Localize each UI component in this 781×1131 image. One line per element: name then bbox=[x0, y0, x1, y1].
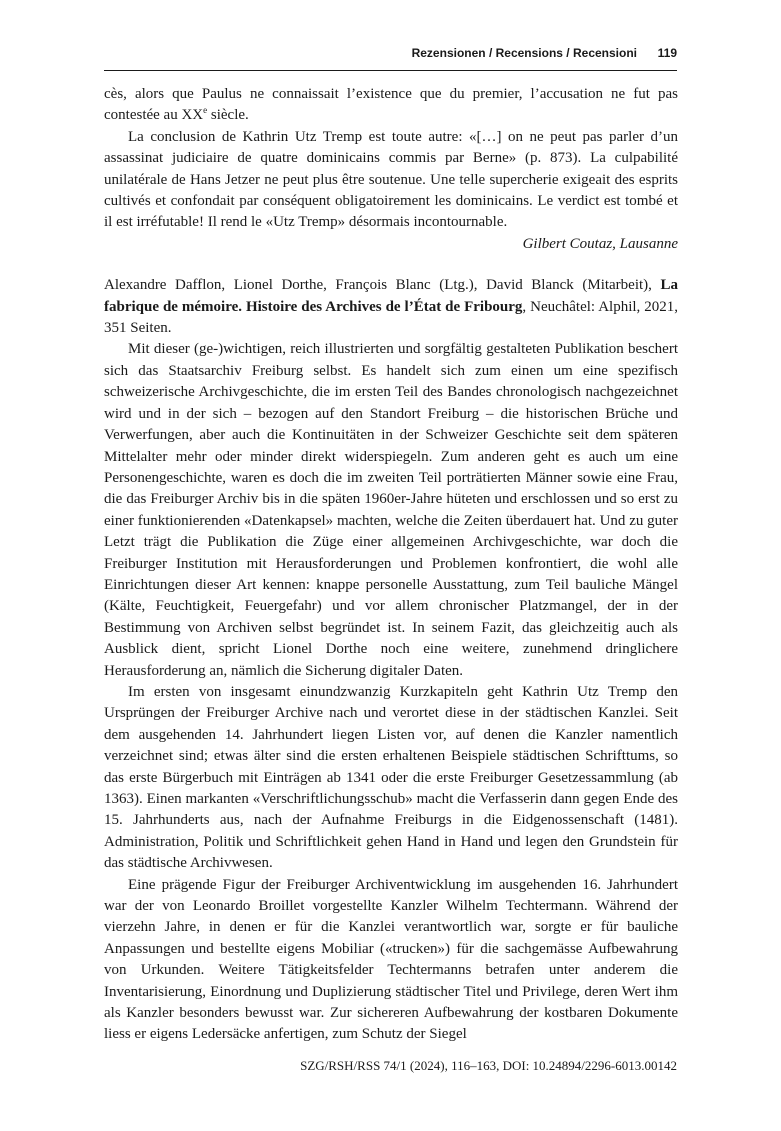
review-paragraph-1: Mit dieser (ge-)wichtigen, reich illustrierten und sorgfältig gestalteten Publikation beschert sich das Staatsarchiv Freiburg selbst. Es handelt sich zum einen um eine spezifisch schweizerische Archivgeschichte, die im ersten Teil des Bandes chronologisch nachgezeichnet wird und in der sich – bezogen auf den Standort Freiburg – die historischen Brüche und Verwerfungen, aber auch die Kontinuitäten in der Schweizer Geschichte seit dem späteren Mittelalter mehr oder minder direkt widerspiegeln. Zum anderen geht es auch um eine Personengeschichte, waren es doch die im zweiten Teil porträtierten Männer sowie eine Frau, die das Freiburger Archiv bis in die späten 1960er-Jahre hüteten und erschlossen und so erst zu einer funktionierenden «Datenkapsel» machten, welche die Zeiten überdauert hat. Und zu guter Letzt trägt die Publikation die Züge einer allgemeinen Archivgeschichte, war doch die Freiburger Institution mit Herausforderungen und Problemen konfrontiert, die wohl alle Einrichtungen dieser Art kennen: knappe personelle Ausstattung, zum Teil bauliche Mängel (Kälte, Feuchtigkeit, Feuergefahr) und vor allem chronischer Platzmangel, der in der Bestimmung von Archiven selbst begründet ist. In seinem Fazit, das gleichzeitig auch als Ausblick dient, spricht Lionel Dorthe noch eine weitere, zunehmend dringlichere Herausforderung an, nämlich die Sicherung digitaler Daten. bbox=[104, 341, 678, 679]
page-body bbox=[104, 84, 678, 1046]
review-paragraph-3: Eine prägende Figur der Freiburger Archiventwicklung im ausgehenden 16. Jahrhundert war der von Leonardo Broillet vorgestellte Kanzler Wilhelm Techtermann. Während der vierzehn Jahre, in denen er für die Kanzlei verantwortlich war, sorgte er für bauliche Anpassungen und bestellte eigens Mobiliar («trucken») für die sachgemässe Aufbewahrung von Urkunden. Weitere Tätigkeitsfelder Techtermanns betrafen unter anderem die Inventarisierung, Einordnung und Duplizierung städtischer Titel und Privilege, deren Wert ihm als Kanzler besonders bewusst war. Zur sichereren Aufbewahrung der kostbaren Dokumente liess er eigens Ledersäcke anfertigen, zum Schutz der Siegel bbox=[104, 876, 678, 1043]
journal-citation-footer: SZG/RSH/RSS 74/1 (2024), 116–163, DOI: 10.24894/2296-6013.00142 bbox=[300, 1058, 677, 1073]
review-bibliographic-header bbox=[104, 275, 678, 339]
review-publication-info: , Neuchâtel: Alphil, 2021, 351 Seiten. bbox=[104, 298, 678, 337]
section-title: Rezensionen / Recensions / Recensioni bbox=[411, 46, 637, 60]
prev-review-paragraph-1 bbox=[104, 84, 678, 127]
review-authors: Alexandre Dafflon, Lionel Dorthe, François Blanc (Ltg.), David Blanck (Mitarbeit), bbox=[104, 277, 661, 294]
century-superscript: e bbox=[203, 105, 208, 116]
prev-review-p1-end: siècle. bbox=[207, 107, 249, 124]
review-paragraph-2: Im ersten von insgesamt einundzwanzig Kurzkapiteln geht Kathrin Utz Tremp den Ursprüngen der Freiburger Archive nach und verortet diese in der städtischen Kanzlei. Seit dem ausgehenden 14. Jahrhundert liegen Listen vor, auf denen die Kanzler namentlich verzeichnet sind; etwas älter sind die ersten erhaltenen Beispiele städtischen Schrifttums, so das erste Bürgerbuch mit Einträgen ab 1341 oder die erste Freiburger Gesetzessammlung (ab 1363). Einen markanten «Verschriftlichungsschub» macht die Verfasserin dann gegen Ende des 15. Jahrhunderts aus, nach der Aufnahme Freiburgs in die Eidgenossenschaft (1481). Administration, Politik und Schriftlichkeit gehen Hand in Hand und legen den Grundstein für das städtische Archivwesen. bbox=[104, 683, 678, 872]
review-book-title: La fabrique de mémoire. Histoire des Archives de l’État de Fribourg bbox=[104, 277, 678, 315]
running-header bbox=[104, 44, 677, 71]
prev-review-paragraph-2: La conclusion de Kathrin Utz Tremp est toute autre: «[…] on ne peut pas parler d’un assassinat judiciaire de quatre dominicains commis par Berne» (p. 873). La culpabilité unilatérale de Hans Jetzer ne peut plus être soutenue. Une telle supercherie exigeait des esprits cultivés et confondait par conséquent obligatoirement les dominicains. Le verdict est tombé et il est irréfutable! Il rend le «Utz Tremp» désormais incontournable. bbox=[104, 128, 678, 231]
prev-review-p1-text: cès, alors que Paulus ne connaissait l’existence que du premier, l’accusation ne fut pas contestée au XX bbox=[104, 86, 678, 124]
page-number: 119 bbox=[657, 46, 677, 60]
reviewer-signature: Gilbert Coutaz, Lausanne bbox=[522, 235, 678, 252]
